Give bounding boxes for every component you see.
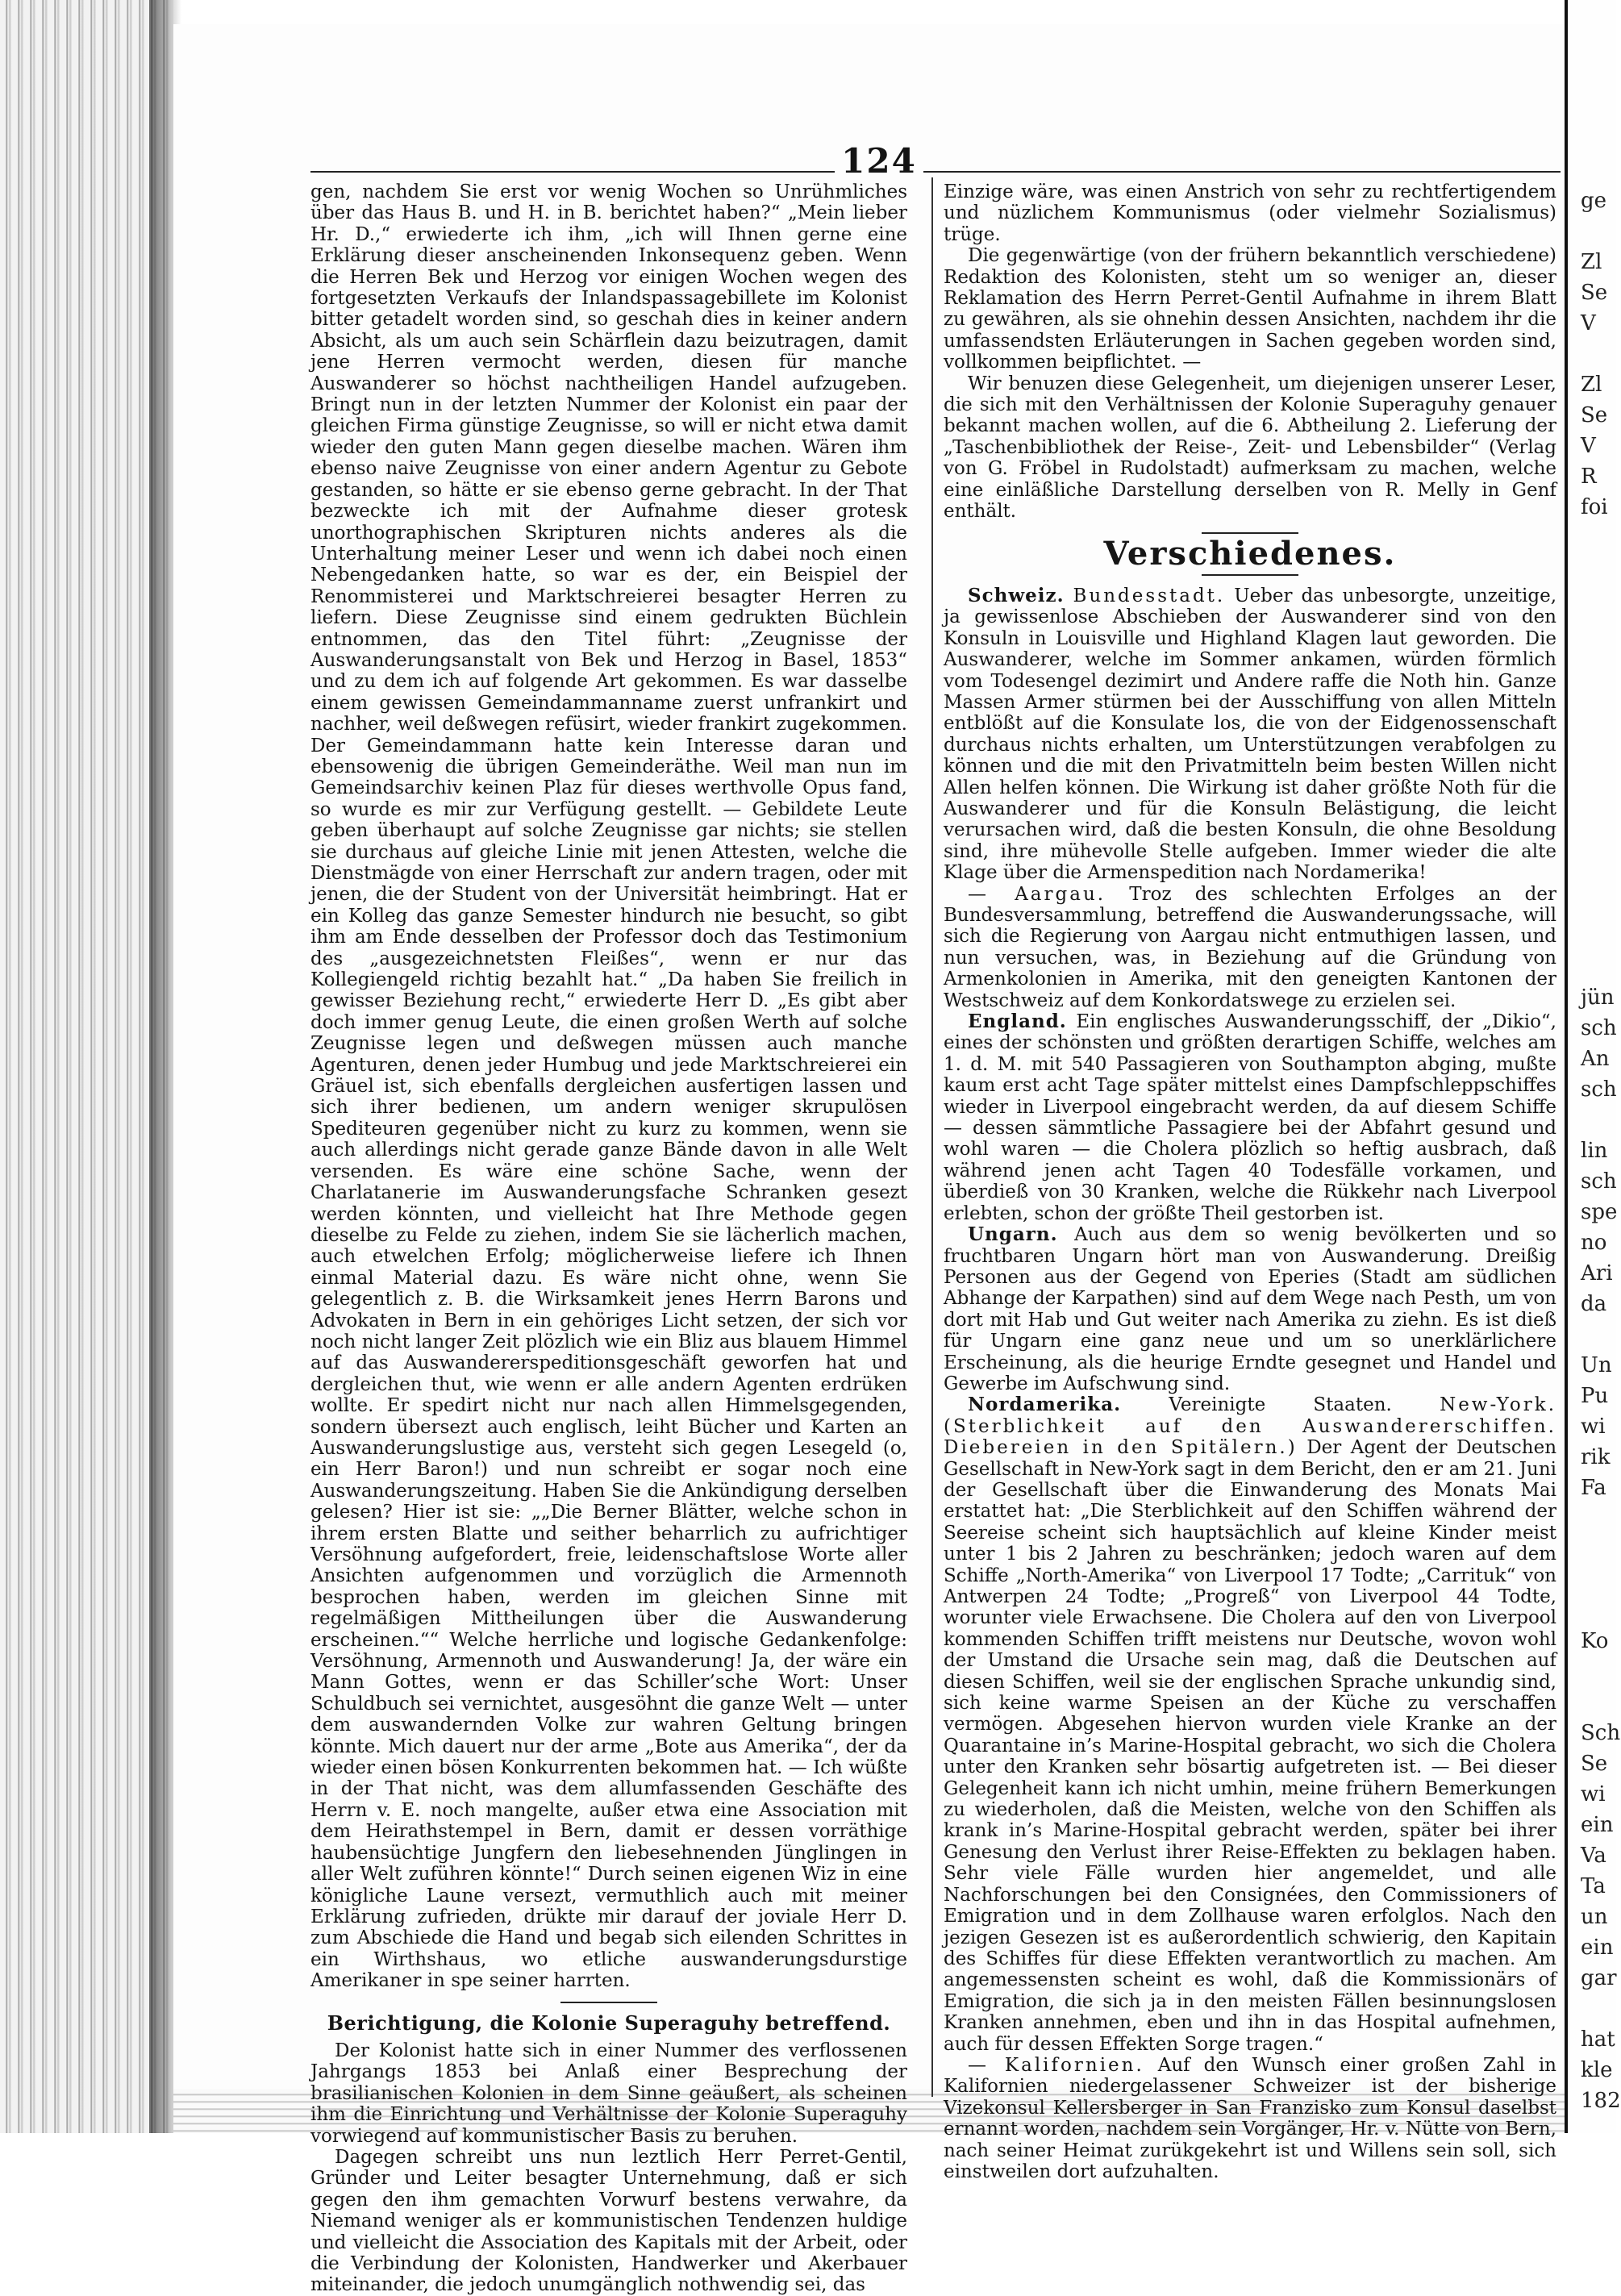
header-rule-left: [310, 171, 835, 173]
right-paragraph-1: Einzige wäre, was einen Anstrich von sehr zu rechtfertigendem und nüzlichem Kommunismus (oder vielmehr Sozialismus) trüge.: [944, 181, 1556, 245]
news-item-nordamerika: [944, 1394, 1556, 2055]
header-rule-right: [923, 171, 1561, 173]
news-text: Ueber das unbesorgte, unzeitige, ja gewissenlose Abschieben der Auswanderer sind von den Konsuln in Louisville und Highland Klagen laut geworden. Die Auswanderer, welche im Sommer ankamen, würden förmlich vom Todesengel dezimirt und Andere raffe die Noth hin. Ganze Massen Armer stürmen bei der Ausschiffung von allen Mitteln entblößt auf die Konsulate los, die von der Eidgenossenschaft durchaus nichts erhalten, um Unterstützungen verabfolgen zu können und die mit den Privatmitteln beim besten Willen nicht Allen helfen können. Die Wirkung ist daher größte Noth für die Auswanderer und für die Konsuln Belästigung, die leicht verursachen wird, daß die besten Konsuln, die ohne Besoldung sind, ihre mühevolle Stelle aufgeben. Immer wieder die alte Klage über die Armenspedition nach Nordamerika!: [944, 585, 1557, 884]
neighbor-page-fragment: ge Zl Se V Zl Se V R foi jün sch An sch lin sch spe no Ari da Un Pu wi rik Fa Ko Sch Se wi ein Va Ta un ein gar hat kle 182: [1581, 189, 1621, 2113]
news-item-schweiz: [944, 585, 1556, 884]
news-title: (Sterblichkeit auf den Auswandererschiffen. Diebereien in den Spitälern.): [944, 1415, 1556, 1459]
book-binding-gutter: [0, 0, 173, 2133]
right-column: [944, 181, 1556, 2182]
news-item-ungarn: [944, 1224, 1556, 1394]
left-paragraph-1: gen, nachdem Sie erst vor wenig Wochen so Unrühmliches über das Haus B. und H. in B. berichtet haben?“ „Mein lieber Hr. D.,“ erwiederte ich ihm, „ich will Ihnen gerne eine Erklärung dieser anscheinenden Inkonsequenz geben. Wenn die Herren Bek und Herzog vor einigen Wochen wegen des fortgesetzten Verkaufs der Inlandspassagebillete im Kolonist bitter getadelt worden sind, so geschah dies in keiner andern Absicht, als um auch sein Schärflein dazu beizutragen, damit jene Herren vermocht werden, diesen für manche Auswanderer so höchst nachtheiligen Handel aufzugeben. Bringt nun in der letzten Nummer der Kolonist ein paar der gleichen Firma günstige Zeugnisse, so will er nicht etwa damit wieder den guten Mann gegen dieselbe machen. Wären ihm ebenso naive Zeugnisse von einer andern Agentur zu Gebote gestanden, so hätte er sie ebenso gerne gebracht. In der That bezweckte ich mit der Aufnahme dieser grotesk unorthographischen Skripturen nichts anderes als die Unterhaltung meiner Leser und wenn ich dabei noch einen Nebengedanken hatte, so war es der, ein Beispiel der Renommisterei und Marktschreierei besagter Herren zu liefern. Diese Zeugnisse sind einem gedrukten Büchlein entnommen, das den Titel führt: „Zeugnisse der Auswanderungsanstalt von Bek und Herzog in Basel, 1853“ und zu dem ich auf folgende Art gekommen. Es war dasselbe einem gewissen Gemeindammanname zuerst unfrankirt und nachher, weil deßwegen refüsirt, wieder frankirt zugekommen. Der Gemeindammann hatte kein Interesse daran und ebensowenig die übrigen Gemeinderäthe. Weil man nun im Gemeindsarchiv keinen Plaz für dieses werthvolle Opus fand, so wurde es mir zur Verfügung gestellt. — Gebildete Leute geben überhaupt auf solche Zeugnisse gar nichts; sie stellen sie durchaus auf gleiche Linie mit jenen Attesten, welche die Dienstmägde von einer Herrschaft zur andern tragen, oder mit jenen, die der Student von der Universität heimbringt. Hat er ein Kolleg das ganze Semester hindurch nie besucht, so gibt ihm am Ende desselben der Professor doch das Testimonium des „ausgezeichnetsten Fleißes“, wenn er nur das Kollegiengeld richtig bezahlt hat.“ „Da haben Sie freilich in gewisser Beziehung recht,“ erwiederte Herr D. „Es gibt aber doch immer genug Leute, die einen großen Werth auf solche Zeugnisse legen und deßwegen müssen auch manche Agenturen, denen jeder Humbug und jede Marktschreierei ein Gräuel ist, sich ebenfalls dergleichen ausfertigen lassen und sich ihrer bedienen, um andern weniger skrupulösen Spediteuren gegenüber nicht zu kurz zu kommen, wenn sie auch allerdings nicht gerade ganze Bände davon in alle Welt versenden. Es wäre eine schöne Sache, wenn der Charlatanerie im Auswanderungsfache Schranken gesezt werden könnten, und vielleicht hat Ihre Methode gegen dieselbe zu Felde zu ziehen, indem Sie sie lächerlich machen, auch etwelchen Erfolg; möglicherweise liefere ich Ihnen einmal Material dazu. Es wäre nicht ohne, wenn Sie gelegentlich z. B. die Wirksamkeit jenes Herrn Barons und Advokaten in Bern in ein gehöriges Licht setzen, der sich vor noch nicht langer Zeit plözlich wie ein Bliz aus blauem Himmel auf das Auswandererspeditionsgeschäft geworfen hat und dergleichen thut, wie wenn er alle andern Agenten erdrüken wollte. Er spedirt nicht nur nach allen Himmelsgegenden, sondern übersezt auch englisch, leiht Bücher und Karten an Auswanderungslustige aus, versteht sich gegen Lesegeld (o, ein Herr Baron!) und nun schreibt er sogar noch eine Auswanderungszeitung. Haben Sie die Ankündigung derselben gelesen? Hier ist sie: „„Die Berner Blätter, welche schon in ihrem ersten Blatte und seither beharrlich zu aufrichtiger Versöhnung aufgefordert, freie, leidenschaftslose Worte aller Ansichten aufgenommen und vorzüglich die Armennoth besprochen haben, werden im gleichen Sinne mit regelmäßigen Mittheilungen über die Auswanderung erscheinen.““ Welche herrliche und logische Gedankenfolge: Versöhnung, Armennoth und Auswanderung! Ja, der wäre ein Mann Gottes, wenn er das Schiller’sche Wort: Unser Schuldbuch sei vernichtet, ausgesöhnt die ganze Welt — unter dem auswandernden Volke zur wahren Geltung bringen könnte. Mich dauert nur der arme „Bote aus Amerika“, der da wieder einen bösen Konkurrenten bekommen hat. — Ich wüßte in der That nicht, was dem allumfassenden Geschäfte des Herrn v. E. noch mangelte, außer etwa eine Association mit dem Heirathstempel in Bern, damit er dessen vorräthige haubensüchtige Jungfern den liebesehnenden Jünglingen in aller Welt zuführen könnte!“ Durch seinen eigenen Wiz in eine königliche Laune versezt, vermuthlich auch mit meiner Erklärung zufrieden, drükte mir darauf der joviale Herr D. zum Abschiede die Hand und begab sich eilenden Schrittes in ein Wirthshaus, wo etliche auswanderungsdurstige Amerikaner in spe seiner harrten.: [310, 181, 907, 1992]
news-label: Nordamerika.: [968, 1394, 1122, 1416]
right-paragraph-3: Wir benuzen diese Gelegenheit, um diejenigen unserer Leser, die sich mit den Verhältnissen der Kolonie Superaguhy genauer bekannt machen wollen, auf die 6. Abtheilung 2. Lieferung der „Taschenbibliothek der Reise-, Zeit- und Lebensbilder“ (Verlag von G. Fröbel in Rudolstadt) aufmerksam zu machen, welche eine einläßliche Darstellung derselben von R. Melly in Genf enthält.: [944, 373, 1556, 523]
news-item-england: [944, 1011, 1556, 1224]
news-label: Ungarn.: [968, 1223, 1058, 1246]
news-item-kalifornien: [944, 2055, 1556, 2182]
news-label: — Kalifornien.: [968, 2054, 1144, 2076]
news-item-aargau: [944, 884, 1556, 1011]
column-divider: [931, 177, 933, 2097]
news-text: Ein englisches Auswanderungsschiff, der „Dikio“, eines der schönsten und größten derartigen Schiffe, welches am 1. d. M. mit 540 Passagieren von Southampton abging, mußte kaum erst acht Tage später mittelst eines Dampfschleppschiffes wieder in Liverpool eingebracht werden, da auf diesem Schiffe — dessen sämmtliche Passagiere bei der Abfahrt gesund und wohl waren — die Cholera plözlich so heftig ausbrach, daß während jenen acht Tagen 40 Todesfälle vorkamen, und überdieß von 30 Kranken, welche die Rükkehr nach Liverpool erlebten, schon der größte Theil gestorben ist.: [944, 1011, 1556, 1224]
news-place: New-York.: [1440, 1394, 1557, 1416]
news-label: England.: [968, 1010, 1067, 1033]
news-label: Schweiz.: [968, 584, 1065, 606]
news-text: Auch aus dem so wenig bevölkerten und so fruchtbaren Ungarn hört man von Auswanderung. Dreißig Personen aus der Gegend von Eperies (Stadt am südlichen Abhange der Karpathen) sind auf dem Wege nach Pesth, um von dort mit Hab und Gut weiter nach Amerika zu ziehn. Es ist dieß für Ungarn eine ganz neue und um so unerklärlichere Erscheinung, als die heurige Erndte gesegnet und Handel und Gewerbe im Aufschwung sind.: [944, 1224, 1556, 1394]
news-text: Der Agent der Deutschen Gesellschaft in New-York sagt in dem Bericht, den er am 21. Juni der Gesellschaft über die Einwanderung des Monats Mai erstattet hat: „Die Sterblichkeit auf den Schiffen während der Seereise scheint sich hauptsächlich auf kleine Kinder meist unter 1 bis 2 Jahren zu beschränken; jedoch waren auf dem Schiffe „North-Amerika“ von Liverpool 17 Todte; „Carrituk“ von Antwerpen 24 Todte; „Progreß“ von Liverpool 44 Todte, worunter viele Erwachsene. Die Cholera auf den von Liverpool kommenden Schiffen trifft meistens nur Deutsche, wovon wohl der Umstand die Ursache sein mag, daß die Deutschen auf diesen Schiffen, weil sie der englischen Sprache unkundig sind, sich keine warme Speisen an der Küche zu verschaffen vermögen. Abgesehen hiervon wurden viele Kranke an der Quarantaine in’s Marine-Hospital gebracht, wo sich die Cholera unter den Kranken sehr bösartig aufgetreten ist. — Bei dieser Gelegenheit kann ich nicht umhin, meine frühern Bemerkungen zu wiederholen, daß die Meisten, welche von den Schiffen als krank in’s Marine-Hospital gebracht werden, später bei ihrer Genesung den Verlust ihrer Reise-Effekten zu beklagen haben. Sehr viele Fälle wurden hier angemeldet, und alle Nachforschungen bei den Consignées, den Commissioners of Emigration und in dem Zollhause waren erfolglos. Nach den jezigen Gesezen ist es außerordentlich schwierig, den Kapitain des Schiffes für diese Effekten verantwortlich zu machen. Am angemessensten scheint es wohl, daß die Kommissionärs of Emigration, die sich ja in den meisten Fällen besinnungslosen Kranken annehmen, eben und ihn in das Hospital aufnehmen, auch für dessen Effekten Sorge tragen.“: [944, 1437, 1557, 2055]
right-paragraph-2: Die gegenwärtige (von der frühern bekanntlich verschiedene) Redaktion des Kolonisten, steht um so weniger an, dieser Reklamation des Herrn Perret-Gentil Aufnahme in ihrem Blatt zu gewähren, als sie ohnehin dessen Ansichten, nachdem ihr die umfassendsten Erläuterungen in Sachen gegeben worden sind, vollkommen beipflichtet. —: [944, 245, 1556, 373]
news-text: Troz des schlechten Erfolges an der Bundesversammlung, betreffend die Auswanderungssache, will sich die Regierung von Aargau nicht entmuthigen lassen, und nun versuchen, was, in Beziehung auf die Gründung von Armenkolonien in Amerika, mit den geneigten Kantonen der Westschweiz auf dem Konkordatswege zu erzielen sei.: [944, 883, 1557, 1011]
news-text: Auf den Wunsch einer großen Zahl in Kalifornien niedergelassener Schweizer ist der bisherige Vizekonsul Kellersberger in San Franzisko zum Konsul daselbst ernannt worden, nachdem sein Vorgänger, Hr. v. Nütte von Bern, nach seiner Heimat zurükgekehrt ist und Willens sein soll, sich einstweilen dort aufzuhalten.: [944, 2054, 1556, 2182]
page-number: 124: [841, 141, 917, 181]
section-divider: [1202, 574, 1298, 576]
section-heading-berichtigung: Berichtigung, die Kolonie Superaguhy betreffend.: [327, 2011, 891, 2035]
left-paragraph-2: Der Kolonist hatte sich in einer Nummer des verflossenen Jahrgangs 1853 bei Anlaß einer Besprechung der brasilianischen Kolonien in dem Sinne geäußert, als scheinen ihm die Einrichtung und Verhältnisse der Kolonie Superaguhy vorwiegend auf kommunistischer Basis zu beruhen.: [310, 2040, 907, 2147]
section-divider: [560, 2002, 657, 2003]
news-sublabel: Bundesstadt.: [1073, 585, 1226, 606]
left-column: [310, 181, 907, 2296]
news-label: — Aargau.: [968, 883, 1106, 905]
section-heading-verschiedenes: Verschiedenes.: [1103, 534, 1397, 573]
left-paragraph-3: Dagegen schreibt uns nun leztlich Herr Perret-Gentil, Gründer und Leiter besagter Unternehmung, daß er sich gegen den ihm gemachten Vorwurf bestens verwahre, da Niemand weniger als er kommunistischen Tendenzen huldige und vielleicht die Association des Kapitals mit der Arbeit, oder die Verbindung der Kolonisten, Handwerker und Akerbauer miteinander, die jedoch unumgänglich nothwendig sei, das: [310, 2146, 907, 2296]
section-divider: [1202, 532, 1298, 534]
news-sublabel: Vereinigte Staaten.: [1169, 1394, 1392, 1416]
